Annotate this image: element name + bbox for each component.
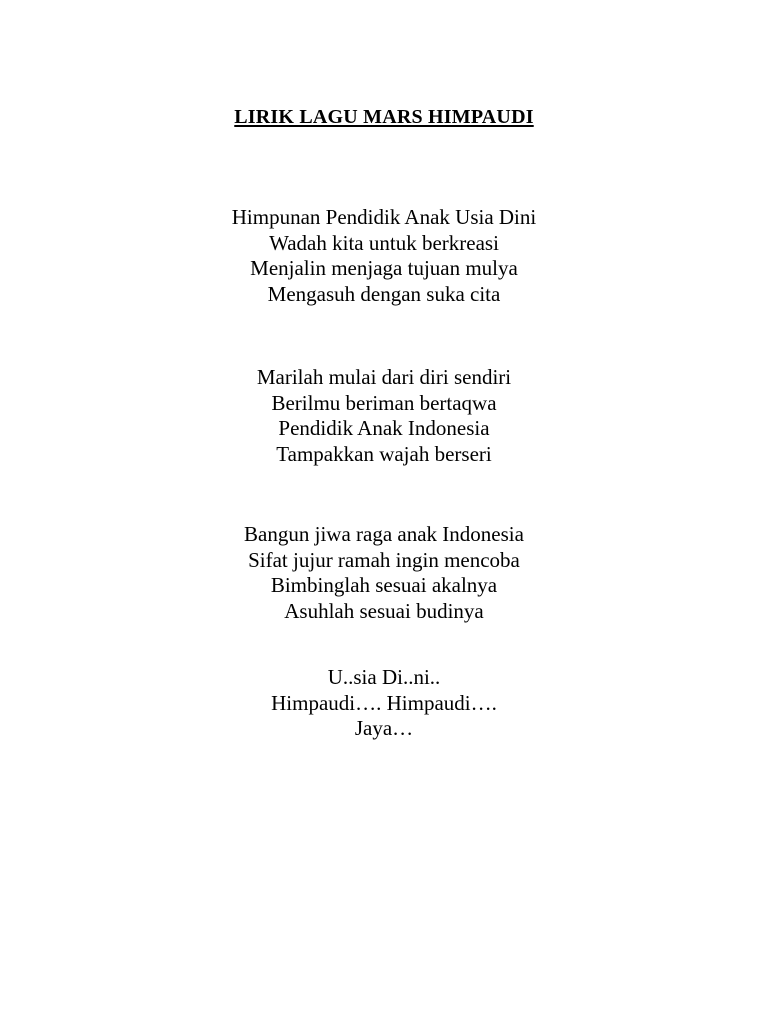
lyric-line: U..sia Di..ni..	[327, 665, 441, 689]
lyric-line: Tampakkan wajah berseri	[276, 441, 492, 466]
lyric-line: Bangun jiwa raga anak Indonesia	[244, 522, 524, 546]
stanza-4	[0, 665, 768, 742]
lyric-line: Menjalin menjaga tujuan mulya	[250, 256, 518, 280]
lyric-line: Pendidik Anak Indonesia	[278, 416, 490, 440]
lyric-line: Himpaudi…. Himpaudi….	[271, 690, 497, 715]
lyric-line: Bimbinglah sesuai akalnya	[270, 573, 498, 597]
lyric-line: Himpunan Pendidik Anak Usia Dini	[231, 205, 537, 229]
stanza-3	[0, 522, 768, 624]
stanza-2	[0, 365, 768, 467]
lyric-line: Sifat jujur ramah ingin mencoba	[248, 547, 520, 572]
lyric-line: Wadah kita untuk berkreasi	[269, 230, 499, 255]
stanza-1	[0, 205, 768, 307]
lyric-line: Marilah mulai dari diri sendiri	[256, 365, 512, 389]
lyric-line: Jaya…	[354, 716, 414, 740]
page-title: LIRIK LAGU MARS HIMPAUDI	[234, 106, 534, 128]
lyric-line: Berilmu beriman bertaqwa	[271, 390, 497, 415]
lyric-line: Mengasuh dengan suka cita	[267, 281, 501, 306]
lyric-line: Asuhlah sesuai budinya	[284, 598, 484, 623]
